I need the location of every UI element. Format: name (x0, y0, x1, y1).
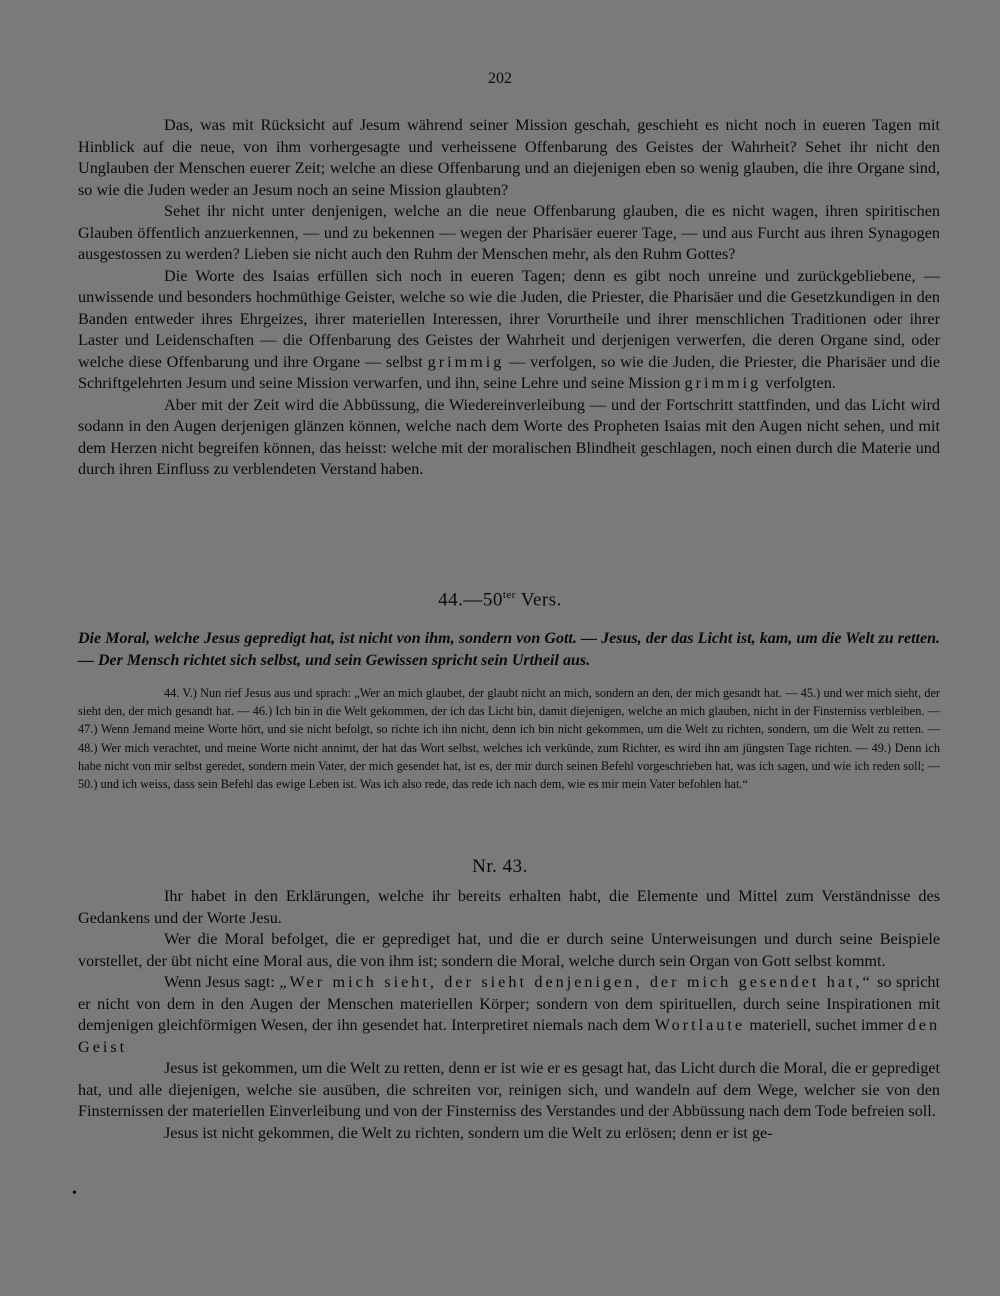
paragraph: Aber mit der Zeit wird die Abbüssung, die Wiedereinverleibung — und der Fortschritt stattfinden, und das Licht wird sodann in den Augen derjenigen glänzen können, welche nach dem Worte des Propheten Isaias mit den Augen nicht sehen, und mit dem Herzen nicht begreifen können, das heisst: welche mit der moralischen Blindheit geschlagen, noch einen durch die Materie und durch ihren Einfluss zu verblendeten Verstand haben. (78, 395, 940, 478)
paragraph: Jesus ist nicht gekommen, die Welt zu richten, sondern um die Welt zu erlösen; denn er ist ge- (164, 1123, 773, 1142)
paragraph (78, 266, 940, 395)
margin-mark: • (72, 1186, 77, 1201)
text-run: materiell, suchet immer (749, 1016, 904, 1034)
section-two-text (78, 886, 940, 1144)
paragraph: Sehet ihr nicht unter denjenigen, welche an die neue Offenbarung glauben, die es nicht wagen, ihren spiritischen Glauben öffentlich anzuerkennen, — und zu bekennen — wegen der Pharisäer euerer Tage, — und aus Furcht aus ihren Synagogen ausgestossen zu werden? Lieben sie nicht auch den Ruhm der Menschen mehr, als den Ruhm Gottes? (78, 202, 940, 263)
paragraph: Das, was mit Rücksicht auf Jesum während seiner Mission geschah, geschieht es nicht noch in eueren Tagen mit Hinblick auf die neue, von ihm vorhergesagte und verheissene Offenbarung des Geistes der Wahrheit? Sehet ihr nicht den Unglauben der Menschen euerer Zeit; welche an diese Offenbarung und an diejenigen eben so wenig glauben, die ihre Organe sind, so wie die Juden weder an Jesum noch an seine Mission glaubten? (78, 116, 940, 199)
paragraph: Wer die Moral befolget, die er geprediget hat, und die er durch seine Unterweisungen und durch seine Beispiele vorstellet, der übt nicht eine Moral aus, die von ihm ist; sondern die Moral, welche durch sein Organ von Gott selbst kommt. (78, 930, 940, 970)
section-one-text (78, 115, 940, 481)
text-run: — verfolgen, so wie die Juden, die Priester, die Pharisäer und die Schriftgelehrten Jesum und seine Mission verwarfen, und ihn, seine Lehre und seine Mission (78, 352, 941, 392)
vers-heading: $44.—50^{ter}$ Vers. (438, 589, 562, 611)
paragraph (78, 972, 940, 1058)
text-run: verfolgten. (765, 374, 836, 392)
scripture-text: 44. V.) Nun rief Jesus aus und sprach: „Wer an mich glaubet, der glaubt nicht an mich, sondern an den, der mich gesandt hat. — 45.) und wer mich sieht, der sieht den, der mich gesandt hat. — 46.) Ich bin in die Welt gekommen, der ich das Licht bin, damit diejenigen, welche an mich glauben, nicht in der Finsterniss verbleiben. — 47.) Wenn Jemand meine Worte hört, und sie nicht befolgt, so richte ich ihn nicht, denn ich bin nicht gekommen, um die Welt zu richten, sondern, um die Welt zu retten. — 48.) Wer mich verachtet, und meine Worte nicht annimt, der hat das Wort selbst, welches ich verkünde, zum Richter, es wird ihn am jüngsten Tage richten. — 49.) Denn ich habe nicht von mir selbst geredet, sondern mein Vater, der mich gesendet hat, ist es, der mir durch seinen Befehl vorgeschrieben hat, was ich sagen, und wie ich reden soll; — 50.) und ich weiss, dass sein Befehl das ewige Leben ist. Was ich also rede, das rede ich nach dem, wie es mir mein Vater befohlen hat.“ (78, 686, 940, 792)
emphasis-text: Wortlaute (654, 1016, 746, 1034)
quoted-words: „Wer mich sieht, der sieht denjenigen, der mich gesendet hat,“ (279, 973, 873, 991)
emphasis-text: grimmig (427, 352, 505, 371)
paragraph: Ihr habet in den Erklärungen, welche ihr bereits erhalten habt, die Elemente und Mittel zum Verständnisse des Gedankens und der Worte Jesu. (78, 887, 940, 927)
emphasis-text: grimmig (684, 374, 762, 392)
text-run: so spricht er nicht von dem in den Augen der Menschen materiellen Körper; sondern von dem spirituellen, durch seine Inspirationen mit demjenigen gleichförmigen Wesen, der ihn gesendet hat. Interpretiret niemals nach dem (78, 973, 941, 1034)
chapter-summary: Die Moral, welche Jesus gepredigt hat, ist nicht von ihm, sondern von Gott. — Jesus, der das Licht ist, kam, um die Welt zu retten. — Der Mensch richtet sich selbst, und sein Gewissen spricht sein Urtheil aus. (78, 630, 940, 669)
page-number: 202 (488, 70, 512, 87)
number-heading: Nr. 43. (472, 856, 528, 877)
emphasis-text: den Geist (78, 1016, 941, 1056)
scripture-quote (78, 684, 940, 793)
paragraph: Jesus ist gekommen, um die Welt zu retten, denn er ist wie er es gesagt hat, das Licht durch die Moral, die er geprediget hat, und alle diejenigen, welche sie ausüben, die schreiten vor, reinigen sich, und wandeln auf dem Wege, welcher sie von den Finsternissen der materiellen Einverleibung und von der Finsterniss des Verstandes und der Abbüssung nach dem Tode befreien soll. (78, 1059, 940, 1120)
text-run: Wenn Jesus sagt: (164, 973, 275, 991)
text-run: Die Worte des Isaias erfüllen sich noch in eueren Tagen; denn es gibt noch unreine und zurückgebliebene, — unwissende und besonders hochmüthige Geister, welche so wie die Juden, die Priester, die Pharisäer und die Gesetzkundigen in den Banden entweder ihres Ehrgeizes, ihrer materiellen Interessen, ihrer Vorurtheile und ihrer menschlichen Traditionen oder ihrer Laster und Leidenschaften — die Offenbarung des Geistes der Wahrheit und derjenigen verwerfen, die deren Organe sind, oder welche diese Offenbarung und ihre Organe — selbst (78, 266, 940, 371)
